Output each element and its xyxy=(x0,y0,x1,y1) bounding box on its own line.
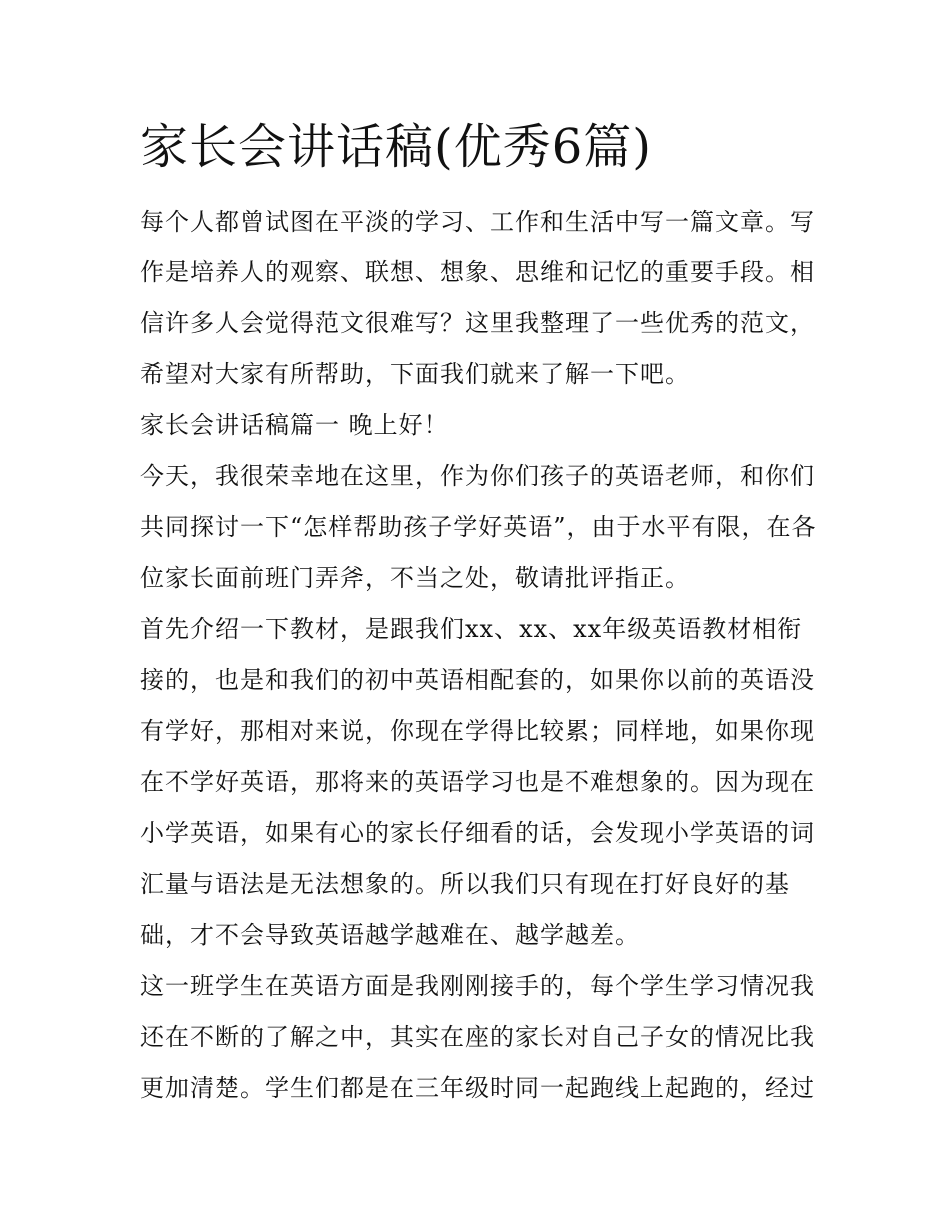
body-line-16: 这一班学生在英语方面是我刚刚接手的，每个学生学习情况我 xyxy=(140,972,815,1000)
body-line-15: 础，才不会导致英语越学越难在、越学越差。 xyxy=(140,921,640,949)
body-line-9: 首先介绍一下教材，是跟我们xx、xx、xx年级英语教材相衔 xyxy=(140,615,803,643)
body-line-2: 作是培养人的观察、联想、想象、思维和记忆的重要手段。相 xyxy=(140,258,815,286)
body-line-18: 更加清楚。学生们都是在三年级时同一起跑线上起跑的，经过 xyxy=(140,1074,815,1102)
body-line-4: 希望对大家有所帮助，下面我们就来了解一下吧。 xyxy=(140,360,690,388)
body-line-7: 共同探讨一下“怎样帮助孩子学好英语”，由于水平有限，在各 xyxy=(140,513,817,541)
body-line-14: 汇量与语法是无法想象的。所以我们只有现在打好良好的基 xyxy=(140,870,790,898)
body-line-8: 位家长面前班门弄斧，不当之处，敬请批评指正。 xyxy=(140,564,690,592)
body-line-17: 还在不断的了解之中，其实在座的家长对自己子女的情况比我 xyxy=(140,1023,815,1051)
body-line-10: 接的，也是和我们的初中英语相配套的，如果你以前的英语没 xyxy=(140,666,815,694)
body-line-11: 有学好，那相对来说，你现在学得比较累；同样地，如果你现 xyxy=(140,717,815,745)
body-line-13: 小学英语，如果有心的家长仔细看的话，会发现小学英语的词 xyxy=(140,819,815,847)
body-line-1: 每个人都曾试图在平淡的学习、工作和生活中写一篇文章。写 xyxy=(140,208,815,236)
body-line-12: 在不学好英语，那将来的英语学习也是不难想象的。因为现在 xyxy=(140,768,815,796)
document-title: 家长会讲话稿(优秀6篇) xyxy=(140,119,652,175)
body-line-6: 今天，我很荣幸地在这里，作为你们孩子的英语老师，和你们 xyxy=(140,462,815,490)
section-heading: 家长会讲话稿篇一 晚上好！ xyxy=(140,411,449,439)
body-line-3: 信许多人会觉得范文很难写？这里我整理了一些优秀的范文， xyxy=(140,309,815,337)
